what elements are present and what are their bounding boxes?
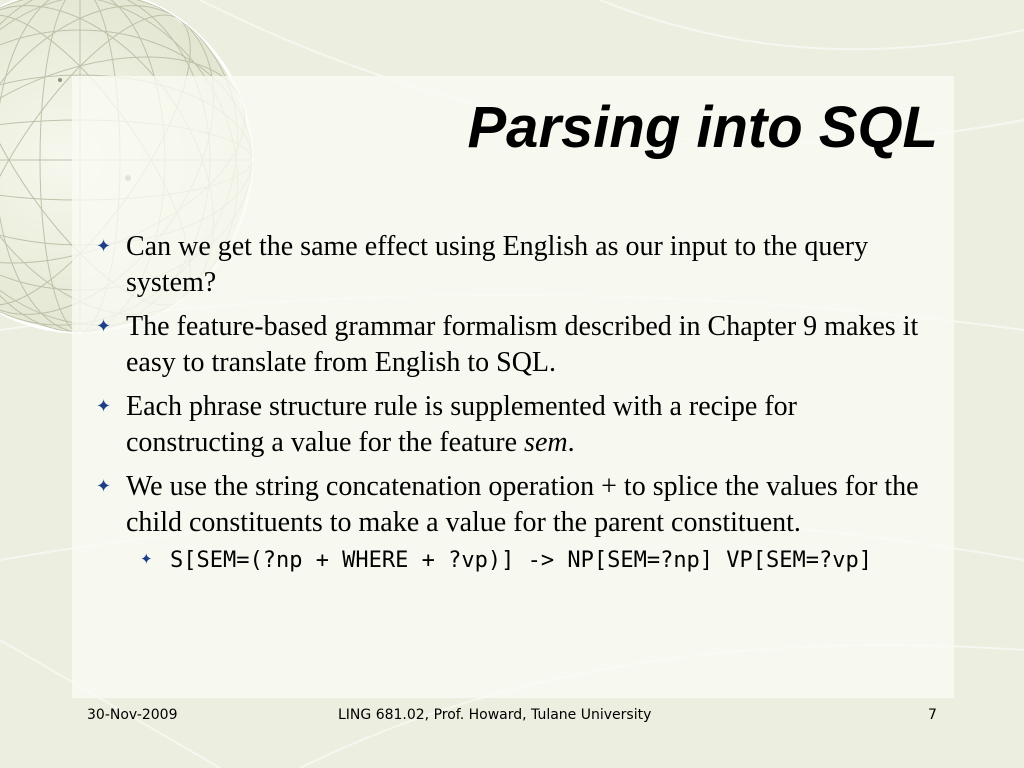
bullet-item <box>96 469 926 541</box>
four-pointed-star-icon: ✦ <box>96 396 112 417</box>
footer-date: 30-Nov-2009 <box>87 707 178 723</box>
sub-bullet-code: S[SEM=(?np + WHERE + ?vp)] -> NP[SEM=?np] VP[SEM=?vp] <box>170 548 872 573</box>
bullet-list <box>96 229 926 576</box>
footer-course: LING 681.02, Prof. Howard, Tulane University <box>338 707 652 723</box>
slide-title: Parsing into SQL <box>467 95 938 160</box>
bullet-item <box>96 229 926 301</box>
bullet-emphasis: sem <box>524 427 568 458</box>
bullet-text: The feature-based grammar formalism described in Chapter 9 makes it easy to translate from English to SQL. <box>126 311 919 378</box>
bullet-text: Can we get the same effect using English as our input to the query system? <box>126 231 869 298</box>
four-pointed-star-icon: ✦ <box>140 550 153 568</box>
four-pointed-star-icon: ✦ <box>96 316 112 337</box>
bullet-item <box>96 309 926 381</box>
bullet-text: We use the string concatenation operation + to splice the values for the child constituents to make a value for the parent constituent. <box>126 471 919 538</box>
sub-bullet-item <box>140 545 926 576</box>
bullet-item <box>96 389 926 461</box>
four-pointed-star-icon: ✦ <box>96 236 112 257</box>
footer-page-number: 7 <box>928 707 937 723</box>
bullet-text: Each phrase structure rule is supplemented with a recipe for constructing a value for the feature <box>126 391 797 458</box>
four-pointed-star-icon: ✦ <box>96 476 112 497</box>
bullet-text-end: . <box>567 427 575 458</box>
